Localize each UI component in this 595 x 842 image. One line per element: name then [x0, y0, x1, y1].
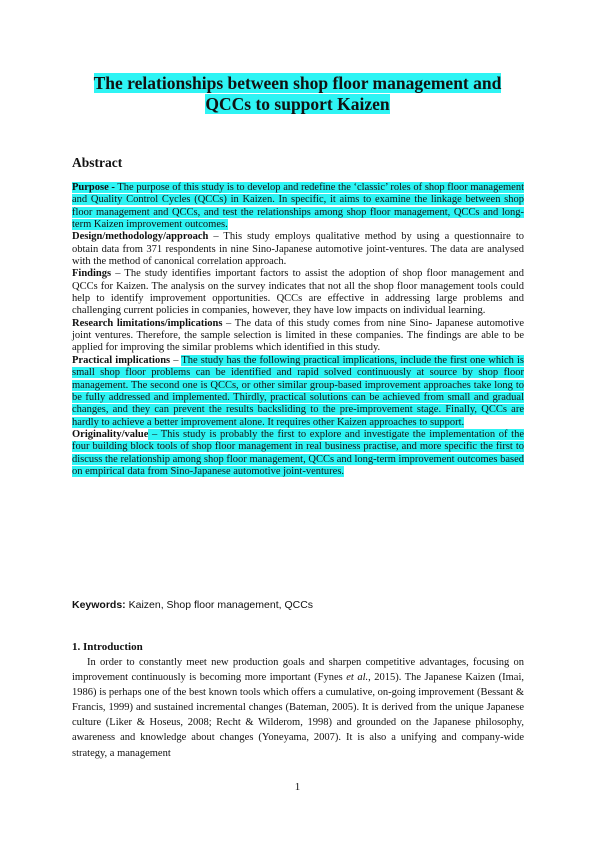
abstract-purpose: [72, 182, 524, 231]
limitations-text: – The data of this study comes from nine Sino- Japanese automotive joint ventures. Therefore, the sample selection is limited in these companies. The findings are able to be applied for improving the similar problems which identified in this study.: [72, 317, 524, 354]
abstract-body: [72, 182, 524, 478]
paper-title: [60, 73, 535, 115]
abstract-heading: Abstract: [72, 155, 123, 170]
purpose-label: Purpose -: [72, 182, 115, 193]
practical-text: The study has the following practical implications, include the first one which is small shop floor problems can be identified and rapid solved continuously at source by shop floor management. The second one is QCCs, or other similar group-based improvement approaches take long to be fully addressed and implemented. Thirdly, practical solutions can be achieved from small and gradual changes, and they can prevent the results backsliding to the pre-improvement stage. Finally, QCCs are hardly to achieve a better improvement alone. It requires other Kaizen approaches to support.: [72, 354, 524, 428]
intro-etal: et al.: [346, 672, 369, 684]
purpose-text: The purpose of this study is to develop and redefine the ‘classic’ roles of shop floor management and Quality Control Cycles (QCCs) in Kaizen. In specific, it aims to examine the linkage between shop floor management and QCCs, and test the relationships among shop floor management, QCCs and long-term Kaizen improvement outcomes.: [72, 182, 525, 231]
abstract-practical: [72, 355, 524, 429]
design-label: Design/methodology/approach: [72, 231, 209, 243]
title-line-2: QCCs to support Kaizen: [205, 94, 390, 114]
page-number: 1: [294, 781, 301, 793]
limitations-label: Research limitations/implications: [72, 317, 223, 329]
introduction-heading: 1. Introduction: [72, 641, 143, 653]
findings-label: Findings: [72, 268, 112, 280]
abstract-originality: [72, 429, 524, 478]
introduction-paragraph: [72, 655, 524, 761]
keywords: [72, 599, 313, 612]
intro-text-a: In order to constantly meet new production goals and sharpen competitive advantages, focusing on improvement continuously is becoming more important (Fynes: [72, 657, 524, 684]
findings-text: – The study identifies important factors to assist the adoption of shop floor management and QCCs for Kaizen. The analysis on the survey indicates that not all the shop floor management tools could help to identify improvement opportunities. QCCs are effective in addressing large problems and challenging current policies in companies, however, they have low impacts on individual learning.: [72, 268, 524, 317]
practical-dash: –: [170, 354, 182, 366]
originality-label: Originality/value: [72, 428, 149, 440]
practical-label: Practical implications: [72, 354, 171, 366]
keywords-text: Kaizen, Shop floor management, QCCs: [125, 599, 314, 611]
abstract-design: [72, 231, 524, 268]
abstract-limitations: [72, 318, 524, 355]
intro-text-b: , 2015). The Japanese Kaizen (Imai, 1986) is perhaps one of the best known tools which offers a cumulative, on-going improvement (Bessant & Francis, 1999) and sustained incremental changes (Bateman, 2005). It is derived from the unique Japanese culture (Liker & Hoseus, 2008; Recht & Wilderom, 1998) and grounded on the Japanese philosophy, awareness and knowledge about changes (Yoneyama, 2007). It is also a unifying and company-wide strategy, a management: [72, 672, 524, 759]
purpose-highlight: [72, 182, 524, 230]
abstract-findings: [72, 268, 524, 317]
design-text: – This study employs qualitative method by using a questionnaire to obtain data from 371 respondents in nine Sino-Japanese automotive joint-ventures. The data are analysed with the method of canonical correlation approach.: [72, 231, 524, 268]
title-line-1: The relationships between shop floor management and: [93, 73, 502, 93]
introduction-body: [72, 655, 524, 761]
keywords-label: Keywords:: [72, 599, 126, 611]
originality-text: – This study is probably the first to explore and investigate the implementation of the four building block tools of shop floor management in real business practise, and more specific the first to discuss the relationship among shop floor management, QCCs and long-term improvement outcomes based on empirical data from Sino-Japanese automotive joint-ventures.: [72, 428, 524, 477]
